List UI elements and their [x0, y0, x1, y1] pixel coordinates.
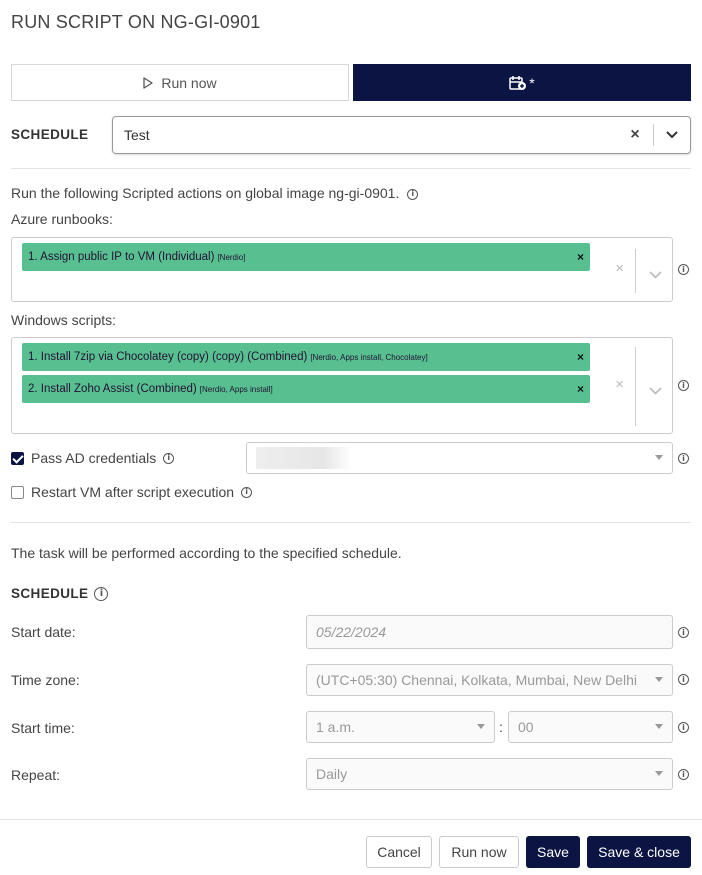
select-divider — [635, 347, 636, 426]
calendar-add-icon — [509, 75, 527, 91]
clear-icon[interactable]: × — [630, 126, 640, 143]
schedule-note: The task will be performed according to the specified schedule. — [11, 545, 402, 561]
tab-run-now[interactable] — [11, 64, 349, 101]
start-date-value: 05/22/2024 — [316, 624, 387, 640]
time-separator: : — [499, 719, 503, 735]
info-icon[interactable]: i — [678, 627, 689, 638]
chip-remove-icon[interactable]: × — [576, 382, 584, 396]
chip-tags: [Nerdio, Apps install, Chocolatey] — [310, 352, 428, 362]
tab-schedule[interactable] — [353, 64, 691, 101]
info-icon[interactable]: i — [678, 722, 689, 733]
info-icon[interactable]: i — [678, 674, 689, 685]
caret-down-icon — [655, 677, 663, 682]
chip-remove-icon[interactable]: × — [576, 250, 584, 264]
time-zone-label: Time zone: — [11, 672, 80, 688]
save-close-button[interactable]: Save & close — [587, 836, 691, 868]
time-zone-select[interactable] — [306, 664, 673, 696]
divider — [11, 168, 691, 169]
redacted-value — [256, 447, 352, 469]
chevron-down-icon[interactable] — [649, 382, 662, 398]
cancel-button[interactable]: Cancel — [366, 836, 432, 868]
dialog-title: RUN SCRIPT ON NG-GI-0901 — [11, 12, 261, 32]
select-divider — [635, 249, 636, 293]
chip-label: 1. Install 7zip via Chocolatey (copy) (copy) (Combined) — [28, 351, 308, 363]
info-icon[interactable]: i — [678, 380, 689, 391]
save-button[interactable]: Save — [526, 836, 580, 868]
restart-vm-checkbox[interactable] — [11, 486, 24, 499]
chip-label: 2. Install Zoho Assist (Combined) — [28, 383, 197, 395]
windows-scripts-multiselect[interactable] — [11, 337, 673, 434]
clear-all-icon[interactable]: × — [615, 260, 624, 277]
chip-remove-icon[interactable]: × — [576, 350, 584, 364]
chevron-down-icon[interactable] — [654, 131, 690, 139]
caret-down-icon — [655, 455, 663, 460]
repeat-select[interactable] — [306, 758, 673, 790]
pass-ad-credentials-row — [11, 450, 174, 466]
description-text: Run the following Scripted actions on global image ng-gi-0901. — [11, 185, 400, 201]
start-date-label: Start date: — [11, 624, 76, 640]
repeat-value: Daily — [316, 766, 348, 782]
script-chip — [22, 375, 590, 403]
pass-ad-credentials-checkbox[interactable] — [11, 452, 24, 465]
footer-divider — [0, 819, 702, 820]
schedule-section-header — [11, 586, 108, 601]
description-row — [11, 185, 418, 201]
tab-run-now-label: Run now — [161, 74, 217, 91]
chip-label: 1. Assign public IP to VM (Individual) — [28, 251, 215, 263]
runbook-chip — [22, 243, 590, 271]
start-minute-select[interactable] — [508, 711, 673, 743]
schedule-selector-label: SCHEDULE — [11, 127, 89, 142]
caret-down-icon — [655, 771, 663, 776]
restart-vm-label: Restart VM after script execution — [31, 484, 235, 500]
time-zone-value: (UTC+05:30) Chennai, Kolkata, Mumbai, New Delhi — [316, 672, 637, 688]
caret-down-icon — [477, 724, 485, 729]
pass-ad-credentials-label: Pass AD credentials — [31, 450, 157, 466]
clear-all-icon[interactable]: × — [615, 376, 624, 393]
info-icon[interactable]: i — [678, 453, 689, 464]
info-icon[interactable]: i — [94, 587, 108, 601]
start-hour-select[interactable] — [306, 711, 495, 743]
divider — [11, 522, 691, 523]
schedule-select[interactable] — [112, 116, 691, 154]
script-chip — [22, 343, 590, 371]
tab-schedule-marker: * — [529, 74, 535, 91]
azure-runbooks-label: Azure runbooks: — [11, 211, 113, 227]
info-icon[interactable]: i — [241, 487, 252, 498]
info-icon[interactable]: i — [163, 453, 174, 464]
schedule-section-title: SCHEDULE — [11, 586, 89, 601]
play-icon — [143, 77, 153, 89]
chip-tags: [Nerdio, Apps install] — [199, 384, 273, 394]
info-icon[interactable]: i — [678, 769, 689, 780]
chip-tags: [Nerdio] — [217, 252, 246, 262]
run-now-button[interactable]: Run now — [439, 836, 519, 868]
restart-vm-row — [11, 484, 252, 500]
chevron-down-icon[interactable] — [649, 266, 662, 282]
credentials-select[interactable] — [246, 442, 673, 474]
repeat-label: Repeat: — [11, 767, 61, 783]
start-minute-value: 00 — [518, 719, 534, 735]
start-date-input[interactable] — [306, 615, 673, 649]
caret-down-icon — [655, 724, 663, 729]
windows-scripts-label: Windows scripts: — [11, 312, 117, 328]
info-icon[interactable]: i — [407, 189, 418, 200]
start-time-label: Start time: — [11, 720, 75, 736]
schedule-select-value: Test — [124, 127, 150, 143]
azure-runbooks-multiselect[interactable] — [11, 237, 673, 302]
info-icon[interactable]: i — [678, 264, 689, 275]
start-hour-value: 1 a.m. — [316, 719, 355, 735]
